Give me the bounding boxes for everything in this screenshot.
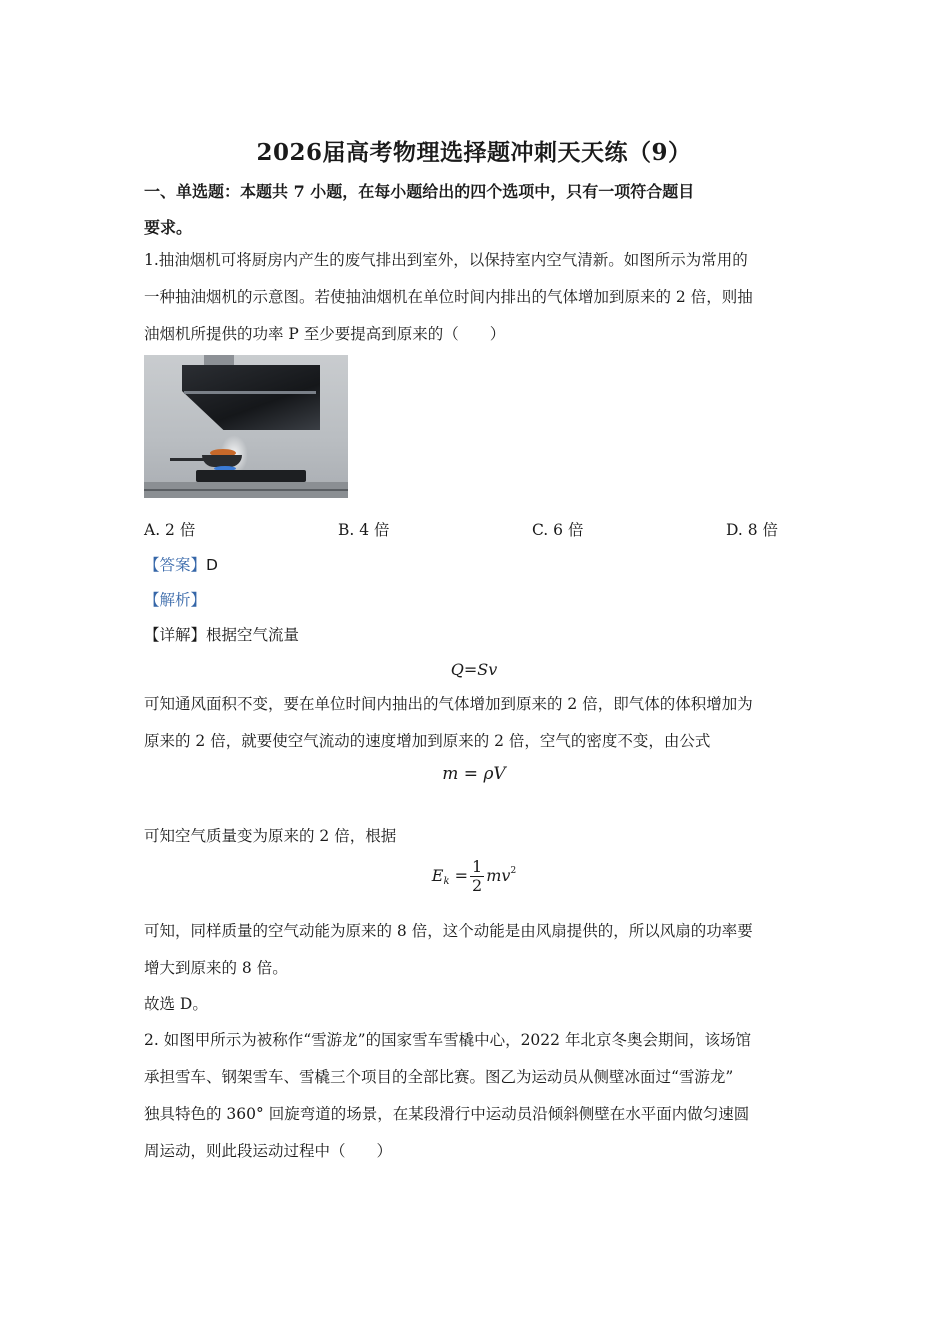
question-2-line: 承担雪车、钢架雪车、雪橇三个项目的全部比赛。图乙为运动员从侧壁冰面过“雪游龙” xyxy=(144,1068,734,1086)
fraction xyxy=(470,858,484,895)
formula-subscript: k xyxy=(443,876,450,887)
option-a[interactable]: A. 2 倍 xyxy=(144,521,196,539)
conclusion-line: 故选 D。 xyxy=(144,995,208,1013)
formula-kinetic-energy xyxy=(144,858,804,895)
detail-intro: 根据空气流量 xyxy=(206,626,300,644)
formula-flow-rate: Q=Sv xyxy=(450,660,498,679)
option-c[interactable]: C. 6 倍 xyxy=(532,521,584,539)
explanation-line: 增大到原来的 8 倍。 xyxy=(144,959,288,977)
option-d[interactable]: D. 8 倍 xyxy=(726,521,779,539)
section-heading-line: 一、单选题：本题共 7 小题，在每小题给出的四个选项中，只有一项符合题目 xyxy=(144,182,695,201)
fraction-denominator: 2 xyxy=(472,876,483,895)
question-1-line: 油烟机所提供的功率 P 至少要提高到原来的（ ） xyxy=(144,325,506,343)
explanation-paragraph-1 xyxy=(144,686,804,760)
analysis-tag: 【解析】 xyxy=(144,591,207,609)
detail-line xyxy=(144,617,299,653)
section-heading-line: 要求。 xyxy=(144,218,193,237)
answer-tag: 【答案】 xyxy=(144,556,207,574)
explanation-line: 可知，同样质量的空气动能为原来的 8 倍，这个动能是由风扇提供的，所以风扇的功率要 xyxy=(144,922,753,940)
formula-superscript: 2 xyxy=(510,866,517,876)
question-1-line: 一种抽油烟机的示意图。若使抽油烟机在单位时间内排出的气体增加到原来的 2 倍，则抽 xyxy=(144,288,753,306)
question-2-line: 独具特色的 360° 回旋弯道的场景，在某段滑行中运动员沿倾斜侧壁在水平面内做匀速圆 xyxy=(144,1105,750,1123)
formula-rhs: mv xyxy=(486,866,511,885)
fraction-numerator: 1 xyxy=(472,857,483,876)
detail-tag: 【详解】 xyxy=(144,626,207,644)
explanation-paragraph-2: 可知空气质量变为原来的 2 倍，根据 xyxy=(144,827,397,845)
question-1-stem xyxy=(144,242,804,353)
formula-lhs: E xyxy=(431,866,444,885)
explanation-paragraph-3 xyxy=(144,913,804,987)
page-title: 2026届高考物理选择题冲刺天天练（9） xyxy=(256,139,692,166)
question-1-line: 1.抽油烟机可将厨房内产生的废气排出到室外，以保持室内空气清新。如图所示为常用的 xyxy=(144,251,748,269)
option-b[interactable]: B. 4 倍 xyxy=(338,521,390,539)
formula-equals: = xyxy=(449,866,469,885)
formula-mass-density: m = ρV xyxy=(442,764,506,784)
question-2-line: 2. 如图甲所示为被称作“雪游龙”的国家雪车雪橇中心，2022 年北京冬奥会期间，该场馆 xyxy=(144,1031,751,1049)
range-hood-photo xyxy=(144,355,348,498)
explanation-line: 可知通风面积不变，要在单位时间内抽出的气体增加到原来的 2 倍，即气体的体积增加为 xyxy=(144,695,753,713)
explanation-line: 原来的 2 倍，就要使空气流动的速度增加到原来的 2 倍，空气的密度不变，由公式 xyxy=(144,732,711,750)
question-2-line: 周运动，则此段运动过程中（ ） xyxy=(144,1142,393,1160)
answer-value: D xyxy=(206,556,218,574)
answer-line xyxy=(144,547,218,583)
question-2-stem xyxy=(144,1022,804,1170)
section-heading xyxy=(144,174,804,246)
